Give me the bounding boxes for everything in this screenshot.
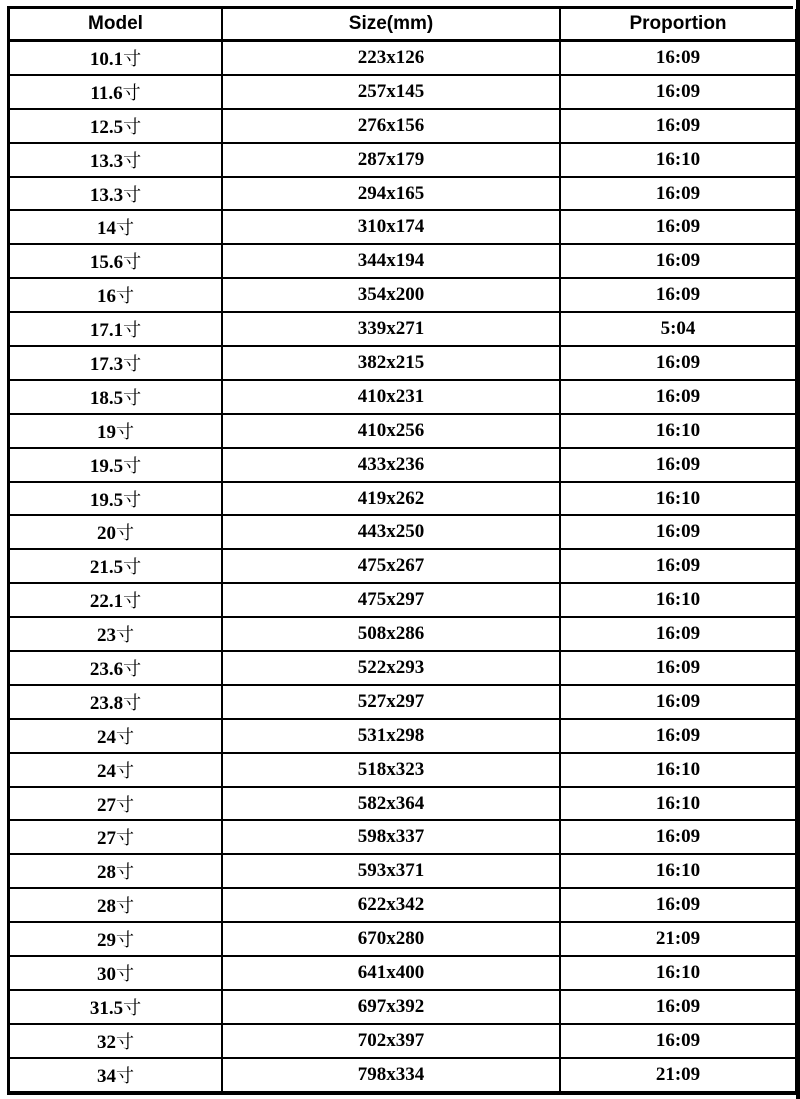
model-value: 24 <box>97 726 116 748</box>
model-value: 13.3 <box>89 150 124 172</box>
table-row <box>10 719 796 753</box>
model-unit: 寸 <box>116 1031 134 1053</box>
cell-model <box>10 820 222 854</box>
model-unit: 寸 <box>116 963 134 985</box>
model-unit: 寸 <box>123 353 142 375</box>
cell-model <box>10 448 222 482</box>
header-model: Model <box>10 9 222 41</box>
model-unit: 寸 <box>123 48 142 70</box>
table-row <box>10 143 796 177</box>
model-unit: 寸 <box>123 252 142 274</box>
cell-model <box>10 549 222 583</box>
model-value: 10.1 <box>89 48 124 70</box>
cell-size: 344x194 <box>222 244 560 278</box>
model-value: 16 <box>97 286 116 308</box>
cell-model <box>10 922 222 956</box>
cell-size: 257x145 <box>222 75 560 109</box>
table-row <box>10 583 796 617</box>
model-value: 23.6 <box>89 658 124 680</box>
cell-model <box>10 380 222 414</box>
cell-model <box>10 854 222 888</box>
model-value: 18.5 <box>89 387 124 409</box>
cell-model <box>10 41 222 75</box>
model-unit: 寸 <box>116 828 134 850</box>
model-unit: 寸 <box>123 692 142 714</box>
cell-model <box>10 414 222 448</box>
cell-size: 702x397 <box>222 1024 560 1058</box>
cell-model <box>10 1058 222 1092</box>
cell-proportion: 16:09 <box>560 346 796 380</box>
table-row <box>10 685 796 719</box>
cell-size: 419x262 <box>222 482 560 516</box>
table-row <box>10 515 796 549</box>
model-value: 30 <box>97 963 116 985</box>
table-row <box>10 346 796 380</box>
cell-size: 294x165 <box>222 177 560 211</box>
table-row <box>10 617 796 651</box>
cell-model <box>10 617 222 651</box>
cell-proportion: 16:09 <box>560 75 796 109</box>
model-value: 28 <box>97 896 116 918</box>
cell-model <box>10 685 222 719</box>
cell-size: 641x400 <box>222 956 560 990</box>
model-unit: 寸 <box>116 794 134 816</box>
model-unit: 寸 <box>123 387 142 409</box>
cell-proportion: 16:09 <box>560 1024 796 1058</box>
cell-proportion: 16:09 <box>560 990 796 1024</box>
model-value: 14 <box>97 218 116 240</box>
model-unit: 寸 <box>123 591 142 613</box>
cell-proportion: 16:10 <box>560 414 796 448</box>
cell-proportion: 16:09 <box>560 41 796 75</box>
cell-size: 475x297 <box>222 583 560 617</box>
cell-model <box>10 210 222 244</box>
table-row <box>10 482 796 516</box>
cell-size: 443x250 <box>222 515 560 549</box>
cell-proportion: 16:09 <box>560 380 796 414</box>
model-unit: 寸 <box>123 150 142 172</box>
model-value: 19.5 <box>89 489 124 511</box>
cell-proportion: 16:10 <box>560 482 796 516</box>
table-row <box>10 1024 796 1058</box>
cell-proportion: 16:09 <box>560 651 796 685</box>
table-row <box>10 75 796 109</box>
model-unit: 寸 <box>123 557 142 579</box>
cell-size: 518x323 <box>222 753 560 787</box>
model-value: 34 <box>97 1065 116 1087</box>
model-value: 15.6 <box>89 252 124 274</box>
cell-model <box>10 651 222 685</box>
table-row <box>10 549 796 583</box>
table-row <box>10 41 796 75</box>
model-value: 23 <box>97 625 116 647</box>
model-value: 17.1 <box>89 320 124 342</box>
cell-size: 433x236 <box>222 448 560 482</box>
table-row <box>10 922 796 956</box>
table-row <box>10 278 796 312</box>
cell-size: 697x392 <box>222 990 560 1024</box>
cell-proportion: 16:09 <box>560 888 796 922</box>
table-row <box>10 787 796 821</box>
model-value: 28 <box>97 862 116 884</box>
cell-proportion: 16:10 <box>560 854 796 888</box>
model-unit: 寸 <box>116 421 134 443</box>
cell-proportion: 16:10 <box>560 787 796 821</box>
cell-size: 287x179 <box>222 143 560 177</box>
table-row <box>10 651 796 685</box>
model-value: 12.5 <box>89 116 124 138</box>
table-row <box>10 414 796 448</box>
cell-model <box>10 244 222 278</box>
model-value: 17.3 <box>89 353 124 375</box>
model-value: 22.1 <box>89 591 124 613</box>
cell-proportion: 16:09 <box>560 448 796 482</box>
model-unit: 寸 <box>116 1065 134 1087</box>
model-unit: 寸 <box>116 726 134 748</box>
spec-table-container <box>7 6 793 1093</box>
cell-model <box>10 956 222 990</box>
model-value: 20 <box>97 523 116 545</box>
table-row <box>10 1058 796 1092</box>
model-unit: 寸 <box>116 896 134 918</box>
cell-size: 339x271 <box>222 312 560 346</box>
table-header-row <box>10 9 796 41</box>
table-body <box>10 41 796 1092</box>
cell-proportion: 16:09 <box>560 278 796 312</box>
model-value: 27 <box>97 794 116 816</box>
header-size: Size(mm) <box>222 9 560 41</box>
cell-model <box>10 177 222 211</box>
model-value: 23.8 <box>89 692 124 714</box>
cell-proportion: 16:10 <box>560 143 796 177</box>
cell-model <box>10 482 222 516</box>
table-row <box>10 956 796 990</box>
model-unit: 寸 <box>116 760 134 782</box>
model-value: 29 <box>97 930 116 952</box>
cell-model <box>10 787 222 821</box>
cell-model <box>10 75 222 109</box>
table-row <box>10 753 796 787</box>
model-value: 13.3 <box>89 184 124 206</box>
model-value: 31.5 <box>89 997 124 1019</box>
cell-size: 223x126 <box>222 41 560 75</box>
model-unit: 寸 <box>123 116 142 138</box>
cell-proportion: 16:09 <box>560 549 796 583</box>
model-unit: 寸 <box>116 930 134 952</box>
cell-size: 598x337 <box>222 820 560 854</box>
model-unit: 寸 <box>123 489 142 511</box>
cell-model <box>10 1024 222 1058</box>
cell-proportion: 16:09 <box>560 210 796 244</box>
model-value: 21.5 <box>89 557 124 579</box>
cell-proportion: 16:09 <box>560 244 796 278</box>
cell-size: 593x371 <box>222 854 560 888</box>
cell-size: 622x342 <box>222 888 560 922</box>
model-value: 19.5 <box>89 455 124 477</box>
cell-size: 354x200 <box>222 278 560 312</box>
model-unit: 寸 <box>116 625 134 647</box>
cell-proportion: 16:10 <box>560 583 796 617</box>
cell-size: 670x280 <box>222 922 560 956</box>
cell-proportion: 16:09 <box>560 820 796 854</box>
cell-proportion: 16:09 <box>560 515 796 549</box>
table-row <box>10 177 796 211</box>
model-unit: 寸 <box>122 82 141 104</box>
size-spec-table <box>10 9 797 1093</box>
cell-size: 410x231 <box>222 380 560 414</box>
model-unit: 寸 <box>123 658 142 680</box>
table-row <box>10 312 796 346</box>
model-value: 32 <box>97 1031 116 1053</box>
model-unit: 寸 <box>116 523 134 545</box>
cell-model <box>10 515 222 549</box>
table-row <box>10 380 796 414</box>
cell-proportion: 16:09 <box>560 177 796 211</box>
cell-proportion: 16:09 <box>560 719 796 753</box>
model-unit: 寸 <box>123 455 142 477</box>
cell-model <box>10 278 222 312</box>
model-unit: 寸 <box>116 862 134 884</box>
cell-model <box>10 346 222 380</box>
right-border-line <box>796 0 800 1099</box>
cell-proportion: 5:04 <box>560 312 796 346</box>
cell-model <box>10 990 222 1024</box>
table-row <box>10 854 796 888</box>
model-unit: 寸 <box>123 997 142 1019</box>
cell-size: 582x364 <box>222 787 560 821</box>
model-value: 19 <box>97 421 116 443</box>
cell-size: 522x293 <box>222 651 560 685</box>
cell-model <box>10 143 222 177</box>
cell-size: 798x334 <box>222 1058 560 1092</box>
table-row <box>10 888 796 922</box>
cell-proportion: 16:09 <box>560 617 796 651</box>
model-value: 27 <box>97 828 116 850</box>
cell-proportion: 16:10 <box>560 956 796 990</box>
header-proportion: Proportion <box>560 9 796 41</box>
cell-size: 382x215 <box>222 346 560 380</box>
cell-model <box>10 753 222 787</box>
cell-model <box>10 888 222 922</box>
table-row <box>10 990 796 1024</box>
cell-proportion: 21:09 <box>560 922 796 956</box>
bottom-border-line <box>7 1092 800 1095</box>
cell-size: 527x297 <box>222 685 560 719</box>
table-row <box>10 820 796 854</box>
cell-proportion: 21:09 <box>560 1058 796 1092</box>
model-value: 24 <box>97 760 116 782</box>
model-value: 11.6 <box>90 82 123 104</box>
table-row <box>10 210 796 244</box>
cell-proportion: 16:09 <box>560 109 796 143</box>
table-row <box>10 109 796 143</box>
table-row <box>10 244 796 278</box>
cell-proportion: 16:10 <box>560 753 796 787</box>
cell-size: 508x286 <box>222 617 560 651</box>
cell-model <box>10 719 222 753</box>
cell-proportion: 16:09 <box>560 685 796 719</box>
cell-size: 276x156 <box>222 109 560 143</box>
model-unit: 寸 <box>116 286 134 308</box>
model-unit: 寸 <box>123 184 142 206</box>
cell-model <box>10 312 222 346</box>
cell-size: 410x256 <box>222 414 560 448</box>
cell-model <box>10 109 222 143</box>
cell-size: 531x298 <box>222 719 560 753</box>
cell-size: 475x267 <box>222 549 560 583</box>
table-row <box>10 448 796 482</box>
cell-model <box>10 583 222 617</box>
cell-size: 310x174 <box>222 210 560 244</box>
model-unit: 寸 <box>123 320 142 342</box>
model-unit: 寸 <box>116 218 134 240</box>
